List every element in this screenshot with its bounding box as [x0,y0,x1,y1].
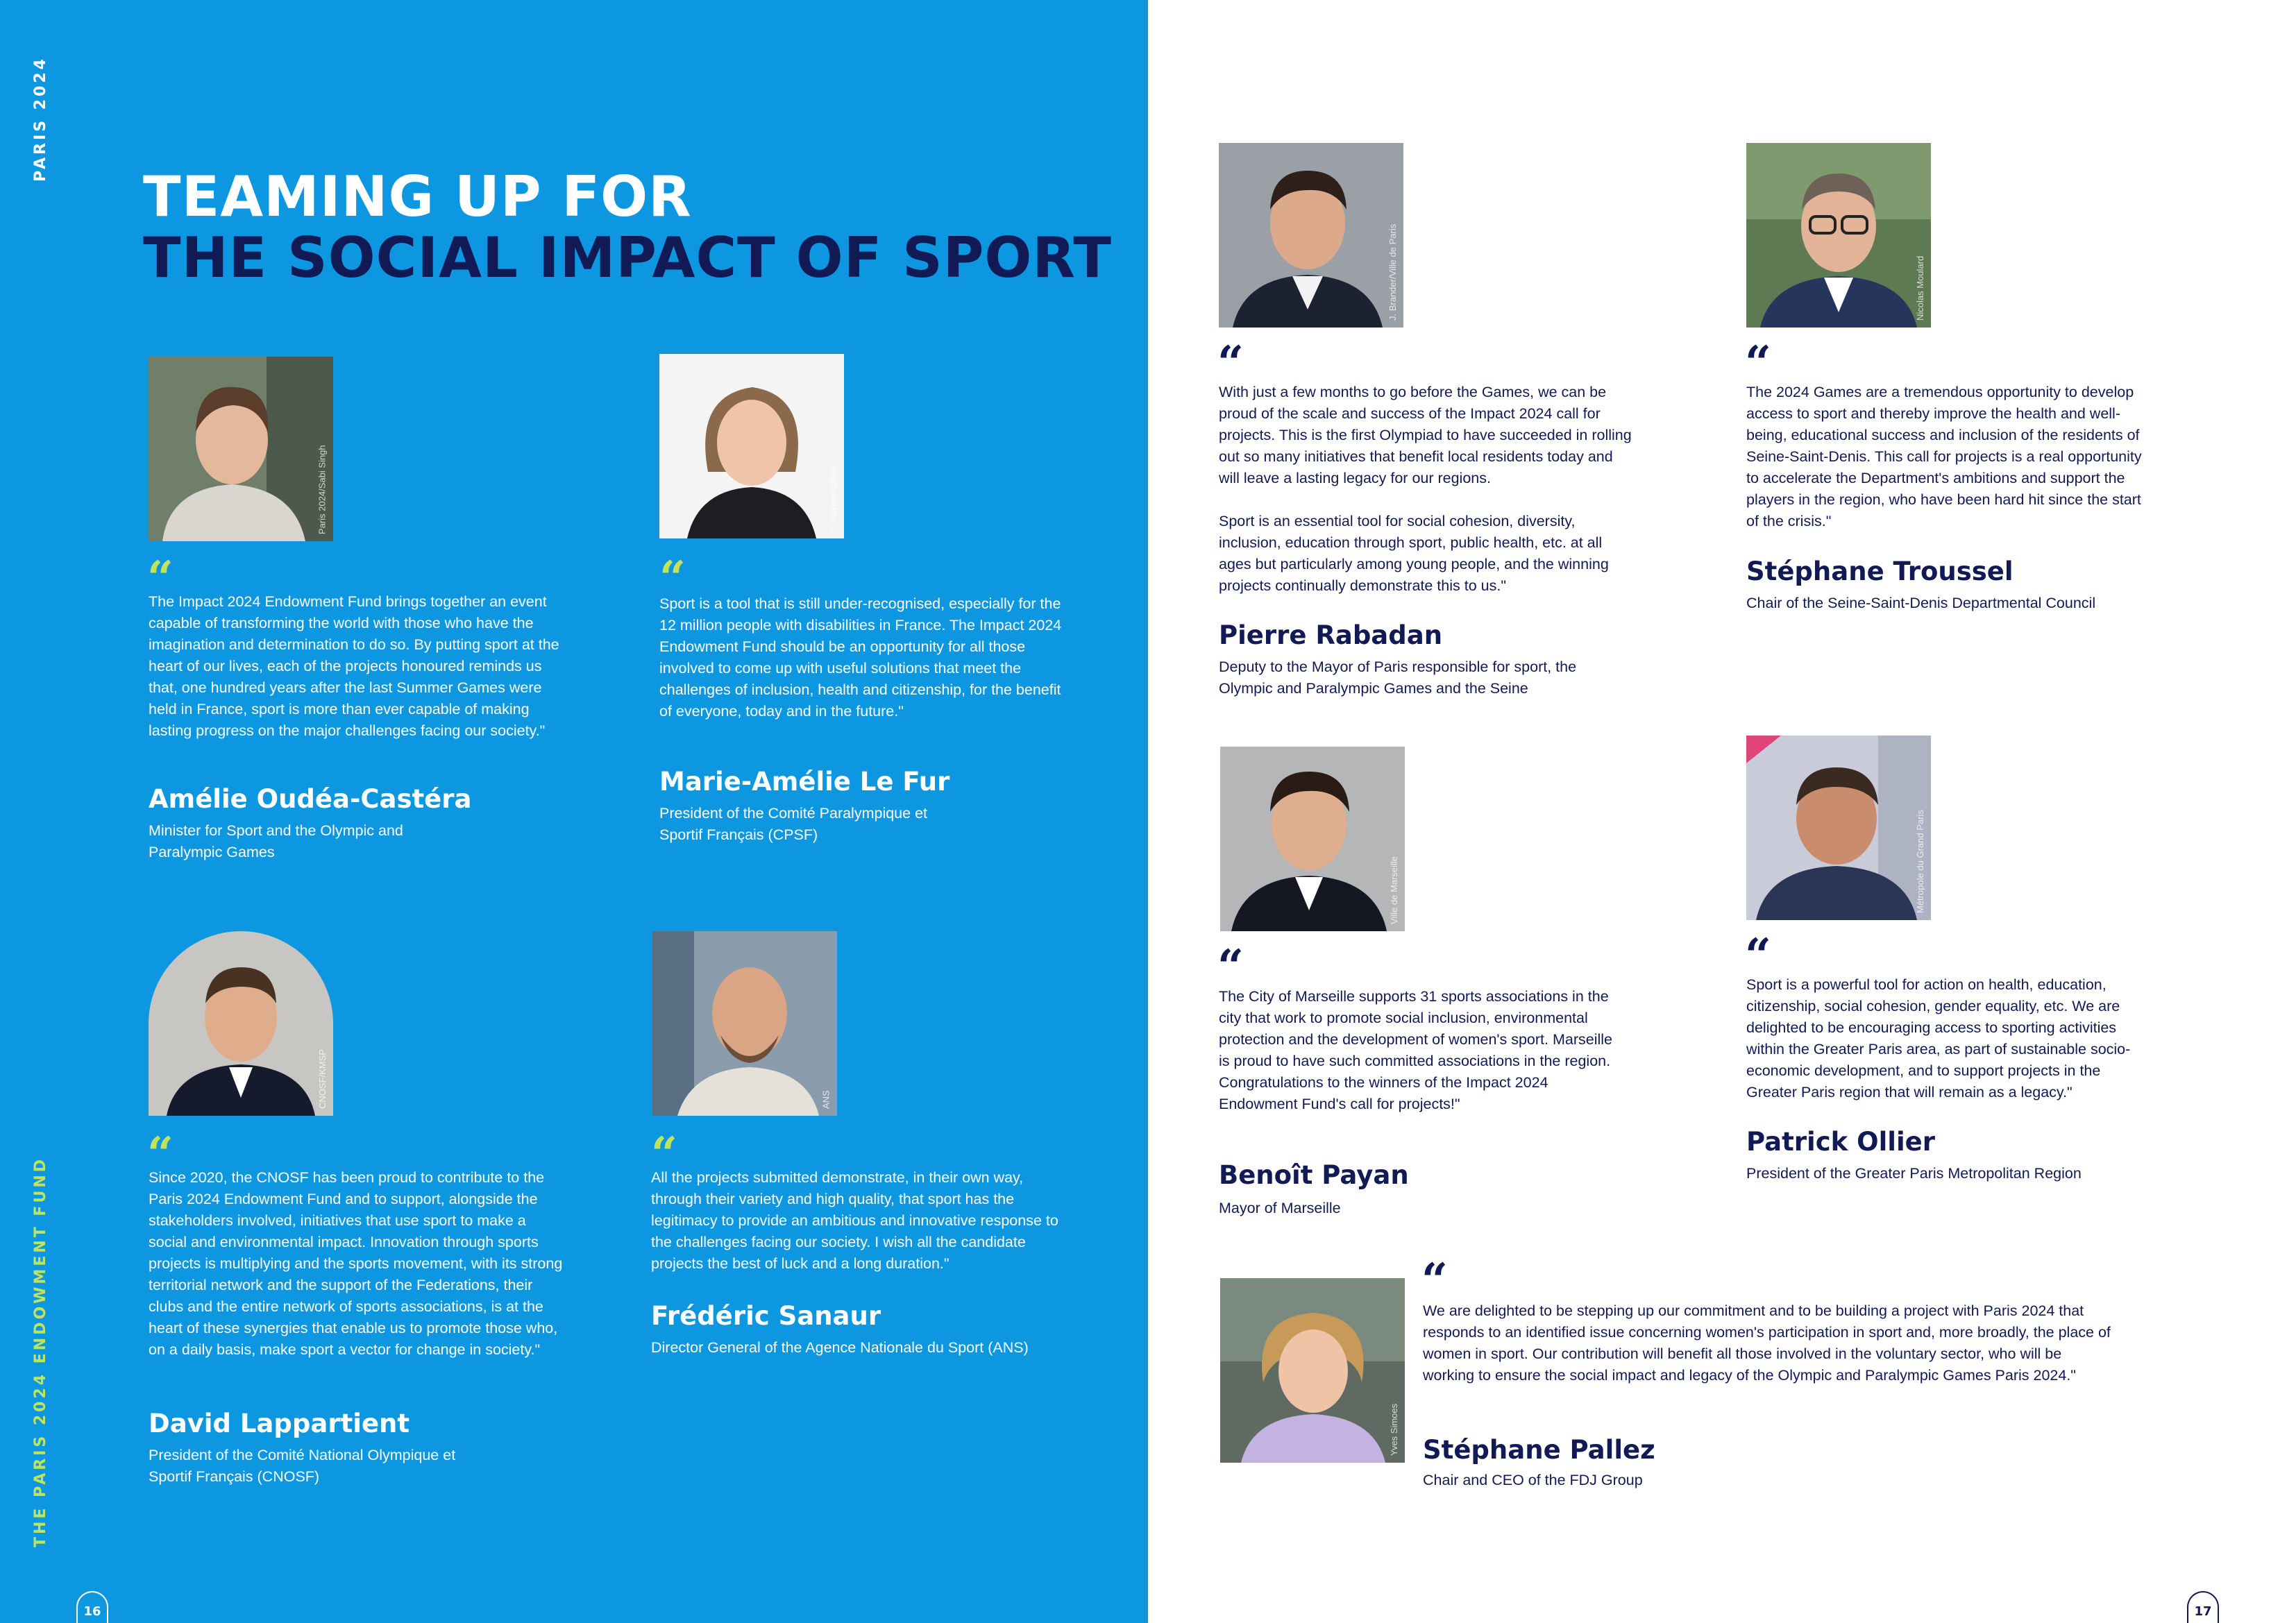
quote-text-2: Sport is an essential tool for social cohesion, diversity, inclusion, education through sport, public health, etc. at all ages but particularly among young people, and the winning projects continually demonstrate this to us." [1219,513,1609,594]
portrait-photo [1220,747,1405,931]
photo-credit: Nicolas Moulard [1915,255,1925,321]
quote-mark: “ [1217,940,1244,994]
person-role: Mayor of Marseille [1219,1200,1341,1216]
person-name: Amélie Oudéa-Castéra [149,784,472,814]
photo-credit: G. Mirand CPSF [828,465,838,532]
portrait-photo [1746,143,1931,328]
page-number-right: 17 [2187,1591,2219,1623]
person-name: Frédéric Sanaur [651,1301,881,1331]
portrait-image [149,357,333,541]
quote-text: Sport is a powerful tool for action on health, education, citizenship, social cohesion, gender equality, etc. We are delighted to be encouraging access to sporting activities within the Greater Paris area, as part of sustainable socio-economic development, and to support projects in the Greater Paris region that will remain as a legacy." [1746,976,2131,1101]
photo-credit: J. Brander/Ville de Paris [1387,223,1398,321]
title-line-2: THE SOCIAL IMPACT OF SPORT [143,226,1112,290]
portrait-image [1220,1278,1405,1463]
page-title [143,164,1112,290]
photo-credit: Métropole du Grand Paris [1915,810,1925,913]
person-name: David Lappartient [149,1409,410,1438]
portrait-image [652,931,837,1116]
portrait-photo [659,354,844,538]
portrait-image [149,931,333,1116]
person-role: Chair and CEO of the FDJ Group [1423,1472,1643,1488]
portrait-photo [149,931,333,1116]
portrait-photo [1746,736,1931,920]
photo-credit: ANS [821,1090,832,1109]
quote-text: The 2024 Games are a tremendous opportunity to develop access to sport and thereby improve the health and well-being, educational success and inclusion of the residents of Seine-Saint-Denis. This call for projects is a real opportunity to accelerate the Department's ambitions and support the players in the region, who have been hard hit since the start of the crisis." [1746,384,2142,529]
person-role: Deputy to the Mayor of Paris responsible for sport, the Olympic and Paralympic Games and the Seine [1219,658,1577,697]
portrait-image [659,354,844,538]
quote-text: We are delighted to be stepping up our commitment and to be building a project with Paris 2024 that responds to an identified issue concerning women's participation in sport and, more broadly, the place of women in sport. Our contribution will benefit all those involved in the voluntary sector, who will be working to ensure the social impact and legacy of the Olympic and Paralympic Games Paris 2024." [1423,1302,2111,1384]
quote-mark: “ [651,1127,677,1181]
quote-text: All the projects submitted demonstrate, in their own way, through their variety and high quality, that sport has the legitimacy to provide an ambitious and innovative response to the challenges facing our society. I wish all the candidate projects the best of luck and a long duration." [651,1169,1058,1272]
portrait-image [1220,747,1405,931]
person-role: President of the Comité Paralympique et Sportif Français (CPSF) [659,805,928,843]
quote-text: The City of Marseille supports 31 sports associations in the city that work to promote social inclusion, environmental protection and the development of women's sport. Marseille is proud to have such committed associations in the region. Congratulations to the winners of the Impact 2024 Endowment Fund's call for projects!" [1219,988,1612,1112]
quote-mark: “ [1217,336,1244,390]
portrait-photo [652,931,837,1116]
person-role: Minister for Sport and the Olympic and Paralympic Games [149,822,403,860]
person-role: President of the Comité National Olympique et Sportif Français (CNOSF) [149,1447,456,1485]
title-line-1: TEAMING UP FOR [143,164,692,229]
person-role: President of the Greater Paris Metropolitan Region [1746,1165,2082,1182]
quote-mark: “ [147,1127,174,1181]
quote-text: Sport is a tool that is still under-recognised, especially for the 12 million people with disabilities in France. The Impact 2024 Endowment Fund should be an opportunity for all those involved to come up with useful solutions that meet the challenges of inclusion, health and citizenship, for the benefit of everyone, today and in the future." [659,595,1062,720]
quote-text: The Impact 2024 Endowment Fund brings together an event capable of transforming the world with those who have the imagination and determination to do so. By putting sport at the heart of our lives, each of the projects honoured reminds us that, one hundred years after the last Summer Games were held in France, sport is more than ever capable of making lasting progress on the major challenges facing our society." [149,593,559,739]
person-role: Chair of the Seine-Saint-Denis Departmental Council [1746,595,2096,611]
photo-credit: CNOSF/KMSP [317,1049,328,1109]
portrait-photo [1220,1278,1405,1463]
photo-credit: Paris 2024/Sabi Singh [317,445,328,534]
person-name: Stéphane Troussel [1746,556,2014,586]
person-name: Marie-Amélie Le Fur [659,767,950,797]
quote-mark: “ [659,551,686,605]
quote-mark: “ [1421,1253,1448,1307]
page-number-left: 16 [76,1591,108,1623]
quote-mark: “ [1745,928,1771,983]
quote-text: Since 2020, the CNOSF has been proud to contribute to the Paris 2024 Endowment Fund and to support, alongside the stakeholders involved, initiatives that use sport to make a social and environmental impact. Innovation through sports projects is multiplying and the sports movement, with its strong territorial network and the support of the Federations, their clubs and the entire network of sports associations, is at the heart of these synergies that enable us to promote those who, on a daily basis, make sport a vector for change in society." [149,1169,563,1358]
photo-credit: Yves Simoes [1389,1403,1399,1456]
person-name: Benoît Payan [1219,1160,1409,1190]
quote-text: With just a few months to go before the Games, we can be proud of the scale and success of the Impact 2024 call for projects. This is the first Olympiad to have succeeded in rolling out so many initiatives that benefit local residents today and will leave a lasting legacy for our regions. [1219,384,1632,486]
portrait-image [1746,143,1931,328]
photo-credit: Ville de Marseille [1389,856,1399,924]
portrait-photo [149,357,333,541]
person-name: Pierre Rabadan [1219,620,1443,650]
quote-mark: “ [147,551,174,605]
quote-mark: “ [1745,336,1771,390]
running-header: PARIS 2024 [32,56,49,182]
person-role: Director General of the Agence Nationale du Sport (ANS) [651,1339,1029,1356]
portrait-image [1219,143,1403,328]
person-name: Stéphane Pallez [1423,1435,1655,1465]
portrait-image [1746,736,1931,920]
person-name: Patrick Ollier [1746,1127,1935,1157]
portrait-photo [1219,143,1403,328]
running-footer: THE PARIS 2024 ENDOWMENT FUND [32,1157,49,1547]
